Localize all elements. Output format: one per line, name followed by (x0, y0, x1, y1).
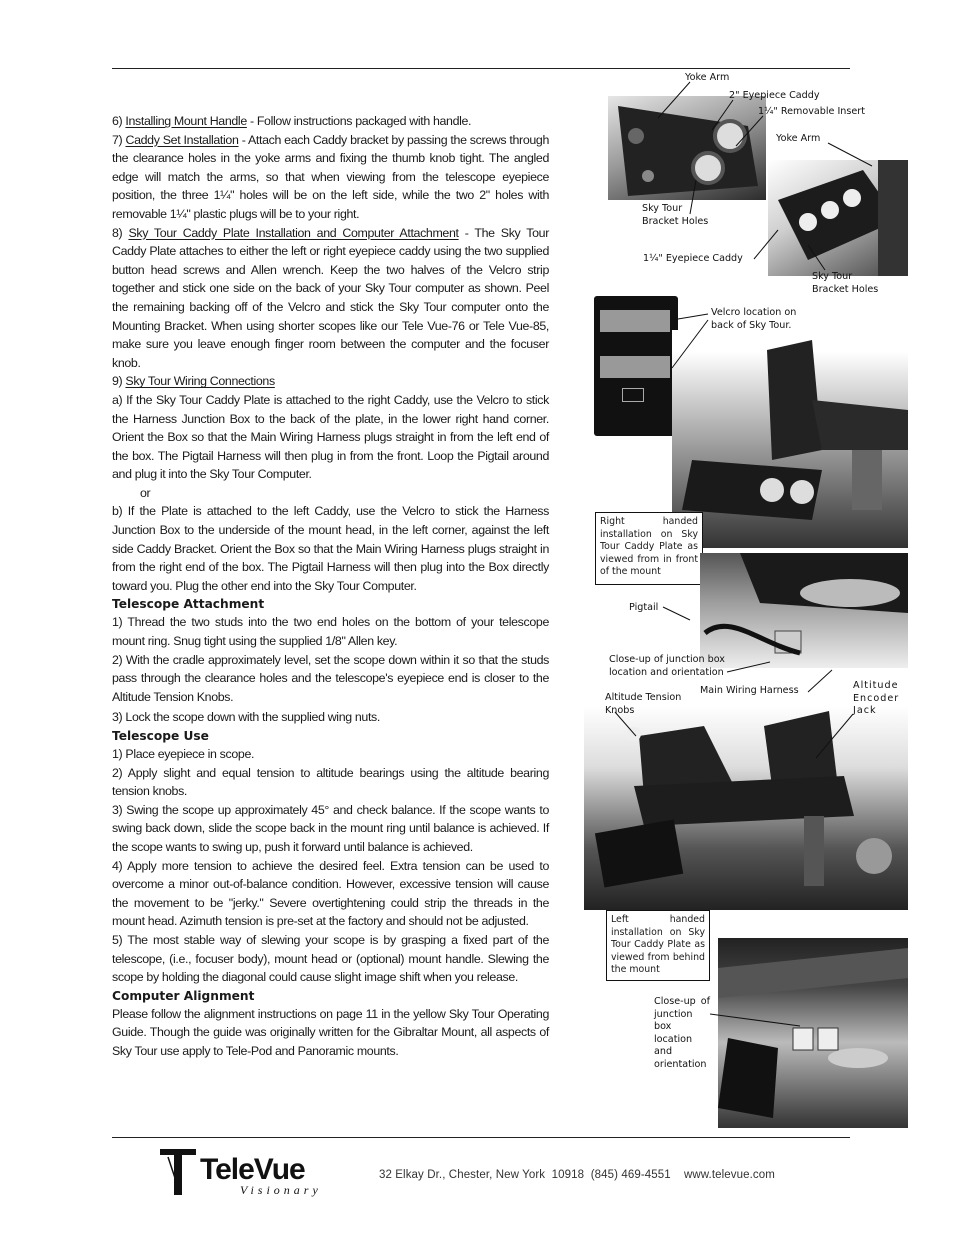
use-step-3: 3) Swing the scope up approximately 45° and check balance. If the scope wants to swing back down, slide the scope back in the mount ring until balance is achieved. If the scope wants to swing up, push it forward until balance is achieved. (112, 802, 549, 854)
label-main-wiring-harness: Main Wiring Harness (700, 685, 799, 696)
step-number: 6) (112, 114, 126, 128)
velcro-strip-bottom (600, 356, 670, 378)
step-6-title: Installing Mount Handle (125, 114, 247, 128)
use-step-4: 4) Apply more tension to achieve the desired feel. Extra tension can be used to overcome a minor out-of-balance condition. However, excessive tension will cause the movement to be "jerky." Severe overtightening could strip the threads in the mount head. Azimuth tension is pre-set at the factory and should not be adjusted. (112, 858, 549, 929)
step-8-body: - The Sky Tour Caddy Plate attaches to either the left or right eyepiece caddy using the two supplied button head screws and Allen wrench. Keep the two halves of the Velcro strip together and stick one side on the back of your Sky Tour computer as shown. Peel the remaining backing off of the Velcro and stick the Sky Tour computer onto the Mounting Bracket. When using shorter scopes like our Tele Vue-76 or Tele Vue-85, make sure you leave enough finger room between the computer and the focuser knob. (112, 225, 549, 370)
heading-telescope-attachment: Telescope Attachment (112, 597, 265, 612)
use-step-5: 5) The most stable way of slewing your scope is by grasping a fixed part of the telescope, (i.e., focuser body), mount head or (optional) mount handle. Slewing the scope by holding the diagonal could cause slight image shift when you release. (112, 932, 549, 985)
step-8 (112, 224, 549, 373)
top-rule (112, 68, 850, 69)
caddy-114-illustration (768, 160, 908, 276)
step-8-title: Sky Tour Caddy Plate Installation and Computer Attachment (128, 225, 459, 240)
step-9a: a) If the Sky Tour Caddy Plate is attached to the right Caddy, use the Velcro to stick the Harness Junction Box to the back of the plate, in the lower right hand corner. Orient the Box so that the Main Wiring Harness plugs straight in from the left end of the box. The Pigtail Harness will then plug in from the front. Loop the Pigtail around and plug it into the Sky Tour Computer. (112, 392, 549, 482)
mount-left-illustration (584, 706, 908, 910)
logo-tagline: Visionary (240, 1183, 322, 1197)
attach-step-3: 3) Lock the scope down with the supplied wing nuts. (112, 710, 380, 725)
velcro-strip-top (600, 310, 670, 332)
left-handed-caption: Left handed installation on Sky Tour Caddy Plate as viewed from behind the mount (606, 910, 710, 981)
instructions-column (112, 112, 549, 1061)
label-altitude-tension-knobs: Altitude Tension Knobs (605, 692, 682, 716)
use-step-2: 2) Apply slight and equal tension to altitude bearings using the altitude bearing tension knobs. (112, 765, 549, 799)
step-number: 9) (112, 374, 126, 389)
step-7-title: Caddy Set Installation (125, 132, 239, 147)
label-pigtail: Pigtail (629, 602, 659, 613)
logo-wordmark: TeleVue (200, 1153, 305, 1186)
attach-step-1: 1) Thread the two studs into the two end holes on the bottom of your telescope mount ring. Snug tight using the supplied 1/8" Allen key. (112, 615, 549, 649)
mount-left-photo (584, 706, 908, 910)
step-9-title: Sky Tour Wiring Connections (125, 374, 275, 389)
caddy-photo-114in (768, 160, 908, 276)
right-handed-caption: Right handed installation on Sky Tour Caddy Plate as viewed from in front of the mount (595, 512, 703, 585)
step-number: 8) (112, 225, 129, 240)
step-7-body: - Attach each Caddy bracket by passing the screws through the clearance holes in the yoke arms and fixing the thumb knob tight. The angled edge will match the arms, so that when viewing from the telescope eyepiece position, the three 1¼" holes will be on the left side, while the two 2" holes with removable 1¼" plastic plugs will be to your right. (112, 132, 549, 221)
sky-tour-back (594, 296, 678, 436)
label-closeup-1: Close-up of junction box location and orientation (609, 654, 725, 678)
label-yoke-arm-2: Yoke Arm (776, 133, 821, 144)
label-yoke-arm-1: Yoke Arm (685, 72, 730, 83)
caddy-2in-illustration (608, 96, 766, 200)
mount-right-photo (672, 330, 908, 548)
step-9b: b) If the Plate is attached to the left Caddy, use the Velcro to stick the Harness Junction Box to the underside of the mount head, in the left corner, against the left side Caddy Bracket. Orient the Box so that the Main Wiring Harness plugs straight in from the right end of the box. The Pigtail Harness will then plug into the Box directly toward you. Plug the other end into the Sky Tour Computer. (112, 504, 549, 593)
junction-closeup-illustration-1 (700, 553, 908, 668)
heading-telescope-use: Telescope Use (112, 729, 209, 743)
label-removable-insert: 1¼" Removable Insert (758, 106, 865, 117)
mount-right-illustration (672, 330, 908, 548)
televue-t-mark-icon (158, 1147, 198, 1197)
label-114-eyepiece-caddy: 1¼" Eyepiece Caddy (643, 253, 743, 264)
caddy-photo-2in (608, 96, 766, 200)
step-6-body: - Follow instructions packaged with handle. (246, 114, 472, 128)
heading-computer-alignment: Computer Alignment (112, 988, 255, 1003)
televue-logo (158, 1147, 358, 1199)
junction-closeup-photo-2 (718, 938, 908, 1128)
bottom-rule (112, 1137, 850, 1138)
use-step-1: 1) Place eyepiece in scope. (112, 747, 255, 761)
label-2in-eyepiece-caddy: 2" Eyepiece Caddy (729, 90, 820, 101)
junction-closeup-photo-1 (700, 553, 908, 668)
label-velcro-location: Velcro location on back of Sky Tour. (711, 307, 797, 331)
step-9 (112, 372, 549, 391)
step-7 (112, 131, 549, 224)
step-9-or: or (140, 485, 151, 500)
footer-address: 32 Elkay Dr., Chester, New York 10918 (845) 469-4551 www.televue.com (379, 1169, 775, 1181)
alignment-text: Please follow the alignment instructions on page 11 in the yellow Sky Tour Operating Guide. Though the guide was originally written for the Gibraltar Mount, all aspects of Sky Tour use apply to Tele-Pod and Panoramic mounts. (112, 1006, 549, 1058)
label-plate-icon (622, 388, 644, 402)
junction-closeup-illustration-2 (718, 938, 908, 1128)
label-closeup-2: Close-up of junction box location and orientation (654, 996, 710, 1070)
attach-step-2: 2) With the cradle approximately level, set the scope down within it so that the studs pass through the clearance holes and the telescope's eyepiece end is closer to the Altitude Tension Knobs. (112, 652, 549, 704)
step-6 (112, 112, 549, 131)
label-bracket-holes-2: Sky Tour Bracket Holes (812, 271, 879, 295)
label-altitude-encoder-jack: Altitude Encoder Jack (853, 680, 900, 717)
label-bracket-holes-1: Sky Tour Bracket Holes (642, 203, 709, 227)
step-number: 7) (112, 132, 126, 147)
